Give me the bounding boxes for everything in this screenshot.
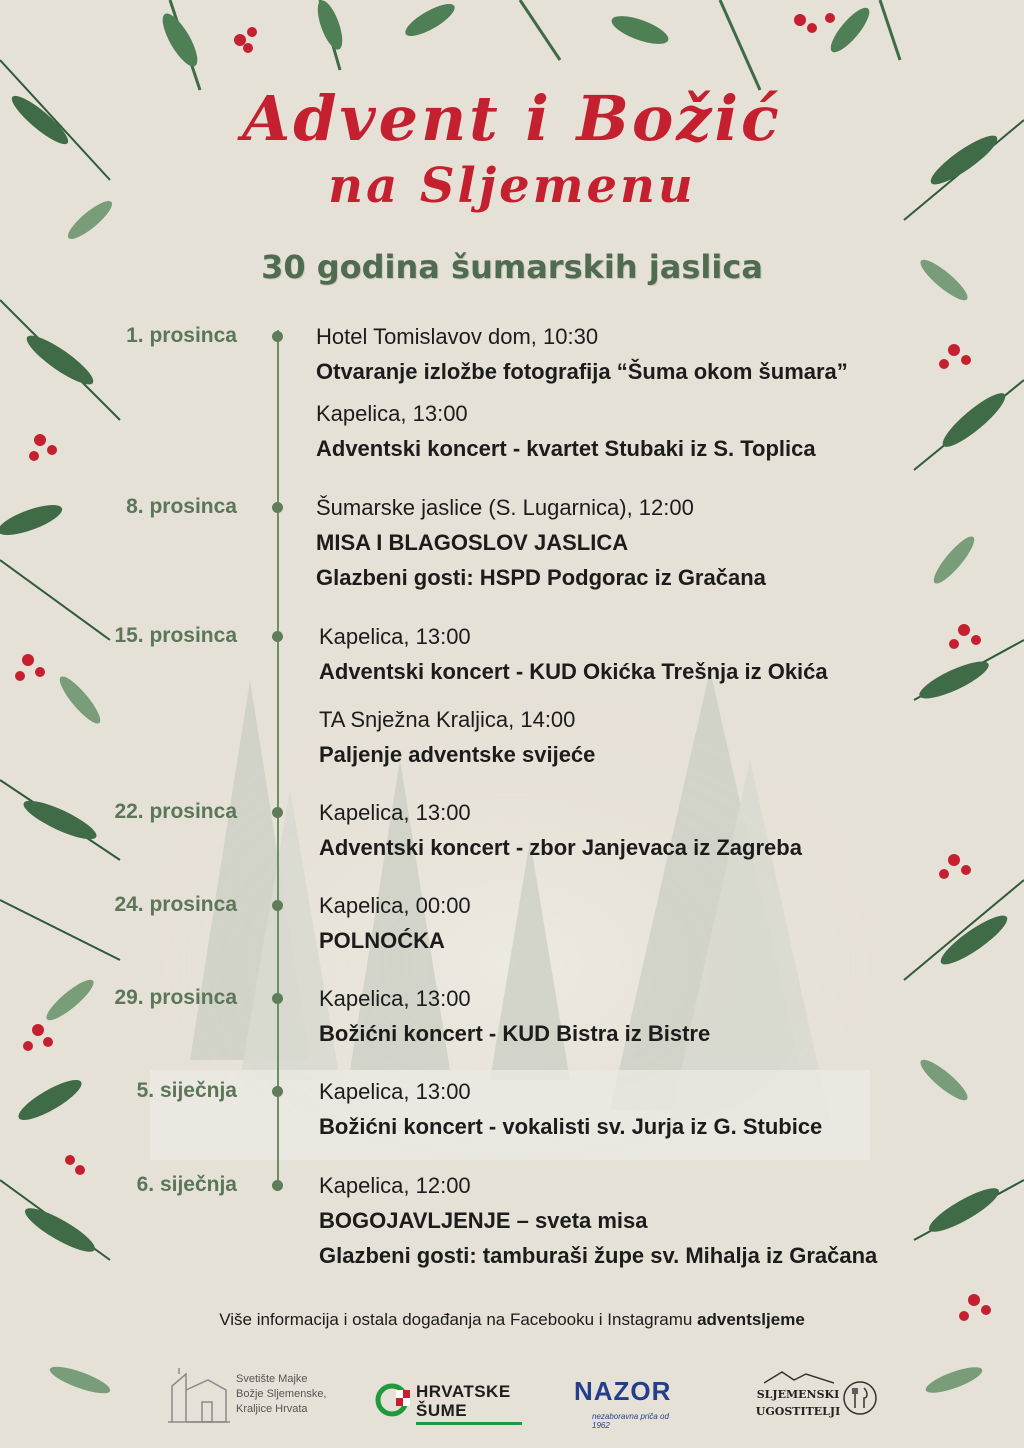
svetiste-line: Kraljice Hrvata [236,1403,308,1415]
program-date: 5. siječnja [136,1079,237,1102]
program-date: 6. siječnja [136,1173,237,1196]
timeline-dot [272,631,283,642]
logo-svetiste [168,1366,338,1426]
event-title: Adventski koncert - kvartet Stubaki iz S. Toplica [316,436,816,461]
event-place: Kapelica, 13:00 [319,986,471,1011]
ugostitelji-line: UGOSTITELJI [755,1405,841,1418]
program-date: 29. prosinca [114,986,237,1009]
timeline-dot [272,900,283,911]
event-title: MISA I BLAGOSLOV JASLICA [316,530,629,555]
hrvatske-sume-underline [416,1422,522,1425]
ugostitelji-line: SLJEMENSKI [756,1388,840,1401]
title-na-sljemenu: na Sljemenu [328,158,696,214]
timeline-dot [272,1180,283,1191]
subtitle: 30 godina šumarskih jaslica [261,248,763,286]
timeline-dot [272,807,283,818]
nazor-name: NAZOR [574,1376,672,1406]
event-place: Kapelica, 13:00 [319,800,471,825]
title-advent-bozic: Advent i Božić [242,82,782,155]
program-date: 24. prosinca [114,893,237,916]
timeline-dot [272,331,283,342]
logo-sljemenski-ugostitelji [748,1366,878,1426]
event-title: Adventski koncert - KUD Okićka Trešnja iz Okića [319,659,828,684]
event-place: Hotel Tomislavov dom, 10:30 [316,324,599,349]
event-place: TA Snježna Kraljica, 14:00 [319,707,576,732]
hrvatske-sume-emblem-icon [374,1380,414,1420]
event-title: POLNOĆKA [319,928,445,953]
event-place: Kapelica, 13:00 [319,1079,471,1104]
event-title: Božićni koncert - vokalisti sv. Jurja iz G. Stubice [319,1114,823,1139]
footer-info [0,1310,1024,1330]
church-icon [168,1366,230,1424]
timeline-dot [272,502,283,513]
left-pine-border [0,0,130,1448]
event-place: Kapelica, 13:00 [319,624,471,649]
mountain-icon [764,1370,834,1384]
event-title: Glazbeni gosti: HSPD Podgorac iz Gračana [316,565,766,590]
timeline-line [277,330,279,1190]
logo-hrvatske-sume [372,1366,532,1426]
program-date: 15. prosinca [114,624,237,647]
event-title: Božićni koncert - KUD Bistra iz Bistre [319,1021,711,1046]
fork-knife-icon [842,1380,878,1416]
program-date: 1. prosinca [126,324,237,347]
logo-nazor [574,1366,684,1430]
program-date: 8. prosinca [126,495,237,518]
event-place: Kapelica, 00:00 [319,893,471,918]
event-title: BOGOJAVLJENJE – sveta misa [319,1208,648,1233]
footer-text: Više informacija i ostala događanja na Facebooku i Instagramu [219,1310,698,1329]
program-date: 22. prosinca [114,800,237,823]
timeline-dot [272,1086,283,1097]
event-place: Kapelica, 12:00 [319,1173,471,1198]
event-title: Adventski koncert - zbor Janjevaca iz Zagreba [319,835,802,860]
event-title: Glazbeni gosti: tamburaši župe sv. Mihalja iz Gračana [319,1243,878,1268]
event-place: Šumarske jaslice (S. Lugarnica), 12:00 [316,495,694,520]
event-title: Paljenje adventske svijeće [319,742,596,767]
right-pine-border [894,0,1024,1448]
hrvatske-sume-line: HRVATSKE [416,1382,511,1401]
timeline-dot [272,993,283,1004]
svetiste-line: Božje Sljemenske, [236,1388,327,1400]
event-place: Kapelica, 13:00 [316,401,468,426]
social-handle[interactable]: adventsljeme [697,1310,805,1329]
svetiste-line: Svetište Majke [236,1373,308,1385]
event-title: Otvaranje izložbe fotografija “Šuma okom šumara” [316,359,848,384]
hrvatske-sume-line: ŠUME [416,1401,468,1420]
nazor-tagline: nezaboravna priča od 1962 [592,1412,669,1430]
